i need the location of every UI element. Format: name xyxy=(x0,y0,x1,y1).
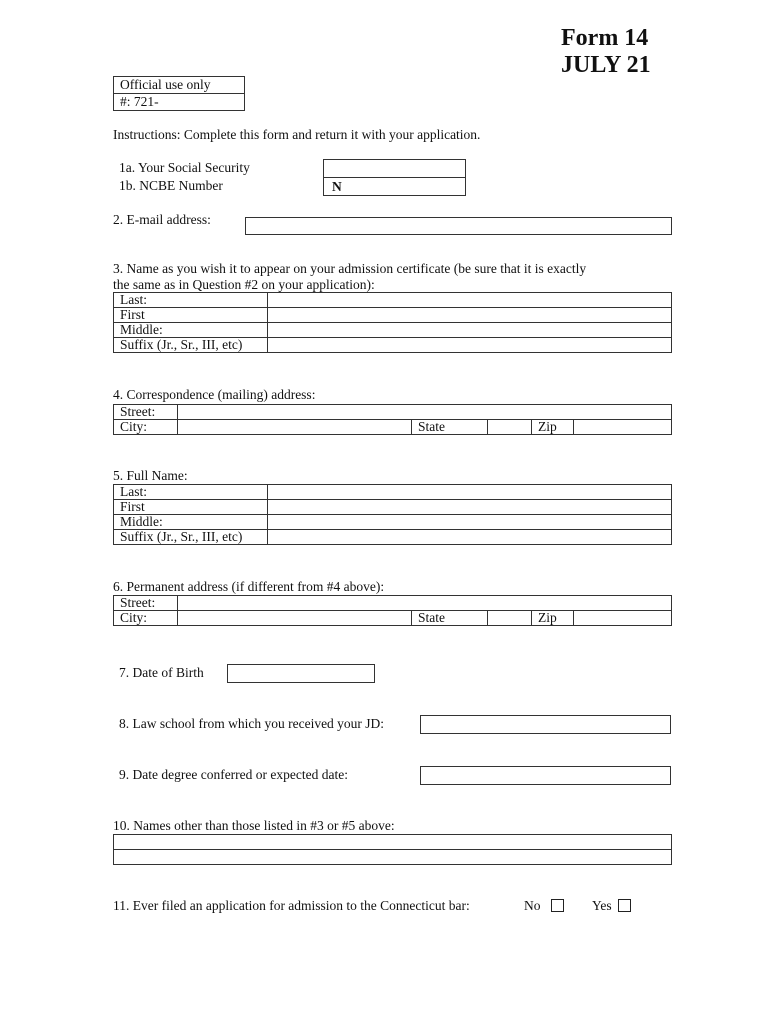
suffix-field[interactable] xyxy=(268,338,672,353)
row-label: First xyxy=(114,308,268,323)
middle-name-field[interactable] xyxy=(268,323,672,338)
permanent-address-table xyxy=(113,595,672,626)
degree-date-label: 9. Date degree conferred or expected date: xyxy=(119,767,348,782)
ncbe-label: 1b. NCBE Number xyxy=(119,178,223,193)
suffix-field[interactable] xyxy=(268,530,672,545)
street-label: Street: xyxy=(114,405,178,420)
law-school-field[interactable] xyxy=(420,715,671,734)
law-school-label: 8. Law school from which you received your JD: xyxy=(119,716,385,731)
form-date: JULY 21 xyxy=(561,52,651,78)
state-field[interactable] xyxy=(488,611,532,626)
row-label: First xyxy=(114,500,268,515)
street-field[interactable] xyxy=(178,405,672,420)
degree-date-field[interactable] xyxy=(420,766,671,785)
state-label: State xyxy=(412,611,488,626)
last-name-field[interactable] xyxy=(268,485,672,500)
last-name-field[interactable] xyxy=(268,293,672,308)
first-name-field[interactable] xyxy=(268,500,672,515)
zip-label: Zip xyxy=(532,611,574,626)
state-field[interactable] xyxy=(488,420,532,435)
ssn-ncbe-box xyxy=(323,159,466,196)
email-field[interactable] xyxy=(245,217,672,235)
q3-label-line1: 3. Name as you wish it to appear on your admission certificate (be sure that it is exactly xyxy=(113,261,587,276)
table-row xyxy=(114,420,672,435)
form-number: Form 14 xyxy=(561,25,649,51)
city-field[interactable] xyxy=(178,611,412,626)
table-row xyxy=(114,611,672,626)
row-label: Middle: xyxy=(114,515,268,530)
other-names-field-2[interactable] xyxy=(113,849,672,865)
street-label: Street: xyxy=(114,596,178,611)
table-row xyxy=(114,338,672,353)
row-label: Last: xyxy=(114,293,268,308)
row-label: Last: xyxy=(114,485,268,500)
dob-field[interactable] xyxy=(227,664,375,683)
yes-checkbox[interactable] xyxy=(618,899,631,912)
state-label: State xyxy=(412,420,488,435)
ct-bar-label: 11. Ever filed an application for admission to the Connecticut bar: xyxy=(113,898,470,913)
city-label: City: xyxy=(114,611,178,626)
q4-label: 4. Correspondence (mailing) address: xyxy=(113,387,316,402)
email-label: 2. E-mail address: xyxy=(113,212,211,227)
mailing-address-table xyxy=(113,404,672,435)
dob-label: 7. Date of Birth xyxy=(119,665,204,680)
table-row xyxy=(114,515,672,530)
q3-label-line2: the same as in Question #2 on your application): xyxy=(113,277,375,292)
official-use-label: Official use only xyxy=(114,77,244,94)
q5-label: 5. Full Name: xyxy=(113,468,188,483)
ncbe-field[interactable]: N xyxy=(332,179,342,194)
zip-field[interactable] xyxy=(574,611,672,626)
official-use-number: #: 721- xyxy=(120,94,159,109)
zip-label: Zip xyxy=(532,420,574,435)
row-label: Suffix (Jr., Sr., III, etc) xyxy=(114,338,268,353)
first-name-field[interactable] xyxy=(268,308,672,323)
street-field[interactable] xyxy=(178,596,672,611)
table-row xyxy=(114,500,672,515)
other-names-field-1[interactable] xyxy=(113,834,672,850)
table-row xyxy=(114,323,672,338)
table-row xyxy=(114,485,672,500)
ssn-label: 1a. Your Social Security xyxy=(119,160,250,175)
city-label: City: xyxy=(114,420,178,435)
q6-label: 6. Permanent address (if different from #4 above): xyxy=(113,579,385,594)
city-field[interactable] xyxy=(178,420,412,435)
no-label: No xyxy=(524,898,541,913)
table-row xyxy=(114,405,672,420)
table-row xyxy=(114,596,672,611)
no-checkbox[interactable] xyxy=(551,899,564,912)
middle-name-field[interactable] xyxy=(268,515,672,530)
row-label: Suffix (Jr., Sr., III, etc) xyxy=(114,530,268,545)
table-row xyxy=(114,308,672,323)
official-use-box xyxy=(113,76,245,111)
ssn-field[interactable] xyxy=(324,160,465,178)
table-row xyxy=(114,530,672,545)
other-names-label: 10. Names other than those listed in #3 or #5 above: xyxy=(113,818,395,833)
table-row xyxy=(114,293,672,308)
row-label: Middle: xyxy=(114,323,268,338)
certificate-name-table xyxy=(113,292,672,353)
instructions: Instructions: Complete this form and return it with your application. xyxy=(113,127,481,142)
zip-field[interactable] xyxy=(574,420,672,435)
yes-label: Yes xyxy=(592,898,612,913)
full-name-table xyxy=(113,484,672,545)
